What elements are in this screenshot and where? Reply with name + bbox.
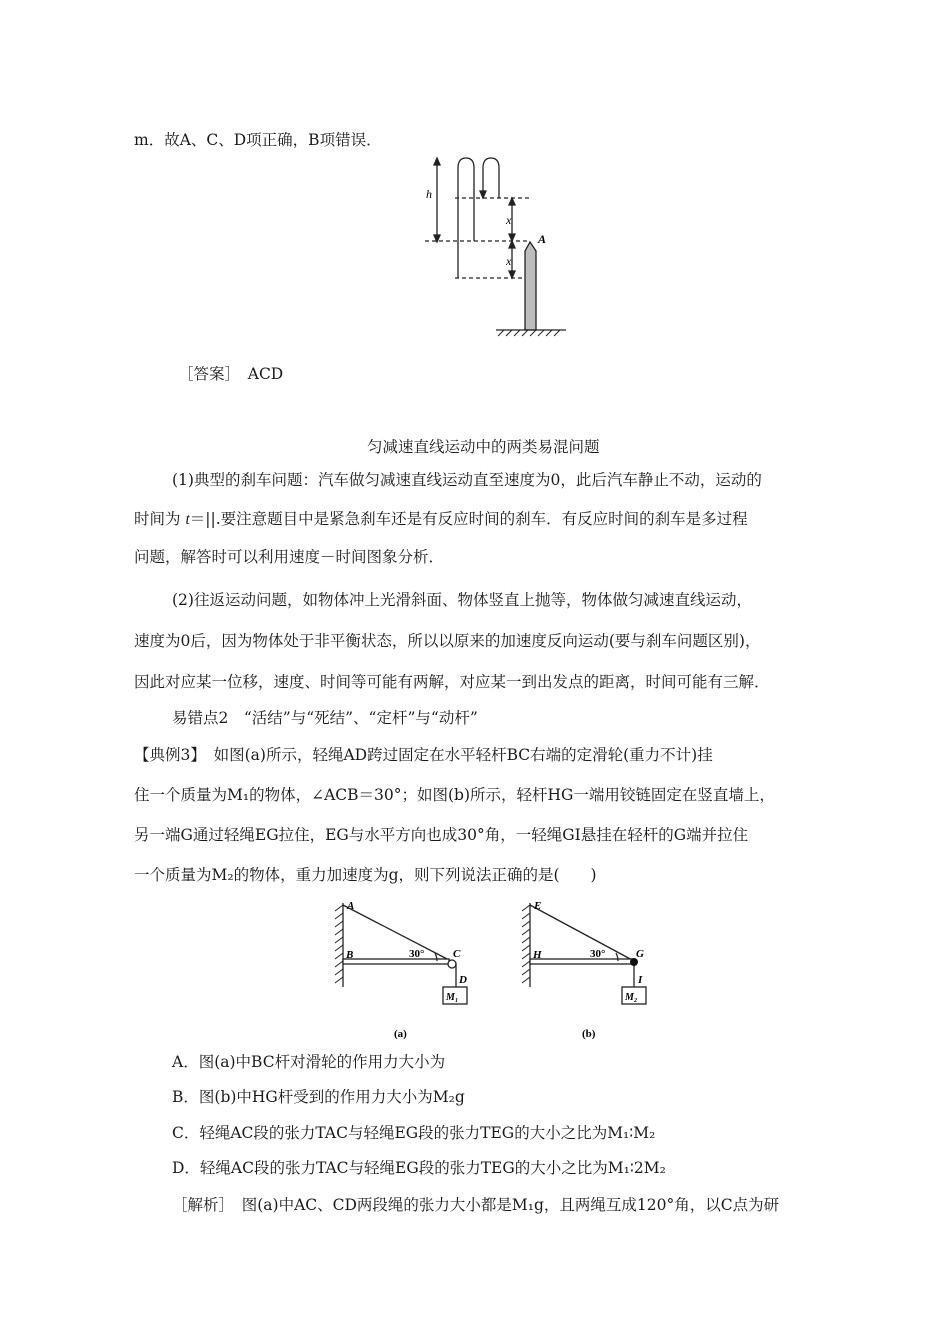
option-D: D．轻绳AC段的张力TAC与轻绳EG段的张力TEG的大小之比为M₁∶2M₂	[172, 1159, 666, 1177]
p1-line1: (1)典型的刹车问题：汽车做匀减速直线运动直至速度为0，此后汽车静止不动，运动的	[172, 471, 762, 489]
label-x-lower: x	[506, 254, 512, 268]
caption-a: (a)	[394, 1028, 407, 1040]
p1-line3: 问题，解答时可以利用速度－时间图象分析．	[134, 548, 445, 566]
p2-line1: (2)往返运动问题，如物体冲上光滑斜面、物体竖直上抛等，物体做匀减速直线运动，	[172, 591, 752, 609]
label-I: I	[638, 974, 643, 986]
heading-error-point-2: 易错点2 “活结”与“死结”、“定杆”与“动杆”	[172, 709, 478, 727]
p1-line2: 时间为 t＝||.要注意题目中是紧急刹车还是有反应时间的刹车．有反应时间的刹车是多过程	[134, 510, 748, 528]
mass-label: M₂	[625, 992, 638, 1003]
figure-b	[512, 895, 672, 1045]
label-G: G	[636, 948, 644, 960]
label-D: D	[459, 974, 467, 986]
label-C: C	[453, 948, 461, 960]
figure-a	[325, 895, 485, 1045]
p2-line2: 速度为0后，因为物体处于非平衡状态，所以以原来的加速度反向运动(要与刹车问题区别)，	[134, 632, 761, 650]
example3-line1: 【典例3】 如图(a)所示，轻绳AD跨过固定在水平轻杆BC右端的定滑轮(重力不计)挂	[134, 746, 713, 764]
intro-line: m．故A、C、D项正确，B项错误．	[134, 131, 382, 149]
label-H: H	[533, 949, 542, 961]
example3-line2: 住一个质量为M₁的物体，∠ACB＝30°；如图(b)所示，轻杆HG一端用铰链固定在竖直墙上，	[134, 786, 775, 804]
answer-line: ［答案］ ACD	[178, 365, 284, 383]
p2-line3: 因此对应某一位移，速度、时间等可能有两解，对应某一到出发点的距离，时间可能有三解．	[134, 673, 770, 691]
label-x-upper: x	[506, 213, 512, 227]
option-A: A．图(a)中BC杆对滑轮的作用力大小为	[172, 1053, 446, 1071]
option-B: B．图(b)中HG杆受到的作用力大小为M₂g	[172, 1088, 465, 1106]
option-C: C．轻绳AC段的张力TAC与轻绳EG段的张力TEG的大小之比为M₁∶M₂	[172, 1124, 656, 1142]
label-B: B	[346, 949, 354, 961]
analysis-line: ［解析］ 图(a)中AC、CD两段绳的张力大小都是M₁g，且两绳互成120°角，以C点为研	[172, 1196, 780, 1214]
label-A: A	[538, 232, 547, 246]
example3-line4: 一个质量为M₂的物体，重力加速度为g，则下列说法正确的是( )	[134, 866, 597, 884]
label-E: E	[534, 900, 542, 912]
angle-label: 30°	[409, 948, 425, 960]
angle-label: 30°	[590, 948, 606, 960]
caption-b: (b)	[582, 1028, 596, 1040]
label-A: A	[347, 900, 355, 912]
example3-line3: 另一端G通过轻绳EG拉住，EG与水平方向也成30°角，一轻绳GI悬挂在轻杆的G端并拉住	[134, 826, 749, 844]
section-title: 匀减速直线运动中的两类易混问题	[367, 438, 600, 456]
label-h: h	[426, 187, 432, 201]
figure-falling-tubes	[420, 150, 600, 350]
mass-label: M₁	[446, 992, 459, 1003]
